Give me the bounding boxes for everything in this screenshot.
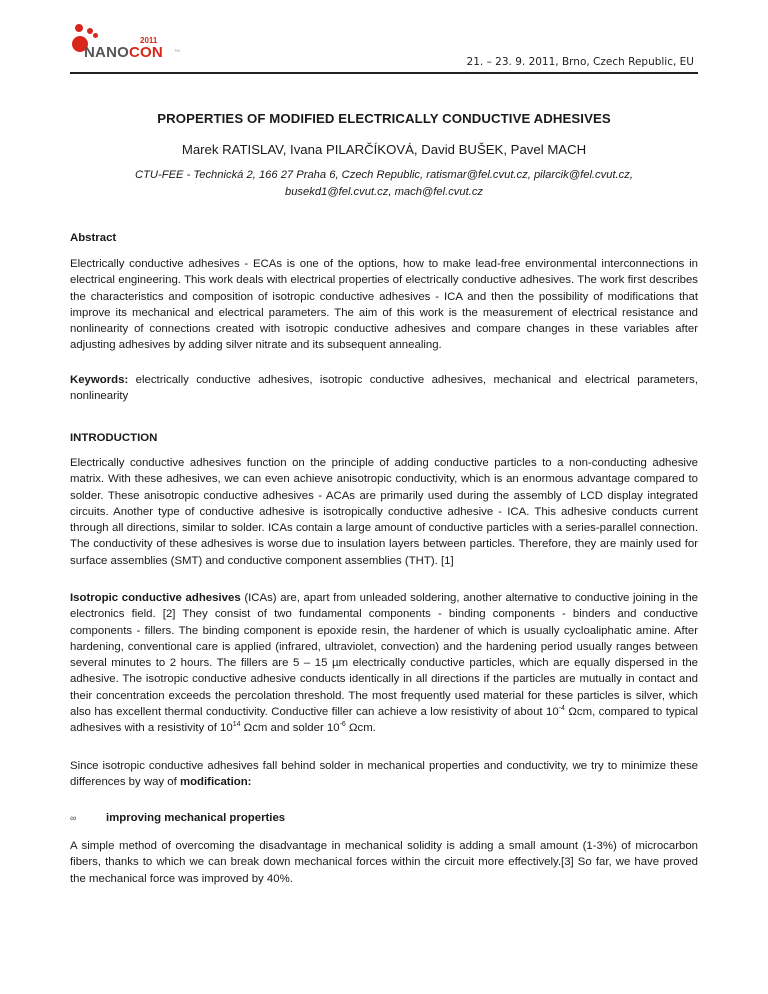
abstract-body <box>70 256 698 354</box>
keywords-label: Keywords: <box>70 374 129 386</box>
solder-resistivity-base: 10 <box>326 722 340 735</box>
abstract-heading: Abstract <box>70 232 117 244</box>
adhesive-resistivity-base: 10 <box>220 722 233 735</box>
logo-molecule-dot <box>87 28 93 34</box>
keywords-paragraph <box>70 372 698 405</box>
logo-con: CON <box>128 44 163 61</box>
intro-paragraph-1-text: Electrically conductive adhesives function on the principle of adding conductive particles to a non-conducting adhesive matrix. With these adhesives, we can even achieve anisotropic conductivity, which is an enormous advantage compared to solder. These anisotropic conductive adhesives - ACAs are primarily used during the assembly of LCD display integrated circuits. Another type of conductive adhesive is isotropically conductive adhesive - ICA. This adhesive conducts current through all directions, similar to solder. ICAs contain a large amount of conductive particles with a series-parallel connection. The conductivity of these adhesives is worse due to insulation layers between particles. Therefore, they are mainly used for surface assemblies (SMT) and conductive component assemblies (THT). [1] <box>70 457 698 567</box>
event-info: 21. – 23. 9. 2011, Brno, Czech Republic, EU <box>466 56 694 68</box>
paper-affiliation <box>0 167 768 201</box>
filler-resistivity-exp: -4 <box>558 705 565 713</box>
introduction-heading: INTRODUCTION <box>70 432 158 444</box>
intro-paragraph-3-text <box>70 758 698 791</box>
adhesive-resistivity-exp: 14 <box>232 721 241 729</box>
nanocon-logo <box>70 20 190 70</box>
intro-paragraph-3-body: Since isotropic conductive adhesives fall behind solder in mechanical properties and conductivity, we try to minimize these differences by way of <box>70 760 698 789</box>
intro-paragraph-1 <box>70 455 698 569</box>
paper-authors: Marek RATISLAV, Ivana PILARČÍKOVÁ, David BUŠEK, Pavel MACH <box>181 142 587 157</box>
affiliation-line-1: CTU-FEE - Technická 2, 166 27 Praha 6, Czech Republic, ratismar@fel.cvut.cz, pilarcik@fel.cvut.cz, <box>135 169 633 181</box>
solder-resistivity-exp: -6 <box>339 721 346 729</box>
ica-term: Isotropic conductive adhesives <box>70 592 241 604</box>
logo-tm: TM <box>174 48 180 53</box>
keywords-text: electrically conductive adhesives, isotropic conductive adhesives, mechanical and electrical parameters, nonlinearity <box>70 374 698 403</box>
intro-paragraph-2 <box>70 590 698 737</box>
page-header <box>70 20 698 74</box>
affiliation-line-2: busekd1@fel.cvut.cz, mach@fel.cvut.cz <box>284 186 484 198</box>
intro-paragraph-2-body: (ICAs) are, apart from unleaded soldering, another alternative to conductive joining in the electronics field. [2] They consist of two fundamental components - binding components - binders and conductive components - fillers. The binding component is epoxide resin, the hardener of which is usually cycloaliphatic amine. After hardening, conventional care is applied (infrared, ultraviolet, convection) and the hardening period usually ranges between several minutes to 2 hours. The fillers are 5 – 15 µm electrically conductive particles, which are equally dispersed in the adhesive. The isotropic conductive adhesive conducts identically in all directions if the particles are mutually in contact and their concentration exceeds the percolation threshold. The most frequently used material for these particles is silver, which also has excellent thermal conductivity. Conductive filler can achieve a low resistivity of about <box>70 592 698 719</box>
logo-molecule-dot <box>93 33 98 38</box>
solder-resistivity-unit: Ωcm. <box>345 722 376 735</box>
keywords <box>70 372 698 405</box>
bullet-item-mechanical <box>70 812 285 824</box>
logo-molecule-dot <box>75 24 83 32</box>
bullet-label: improving mechanical properties <box>106 812 286 824</box>
logo-nano: NANO <box>84 44 129 61</box>
modification-term: modification: <box>179 776 252 789</box>
filler-resistivity-unit: Ωcm, compared to typical adhesives with a resistivity of <box>70 706 699 735</box>
adhesive-resistivity-unit: Ωcm and solder <box>240 722 327 735</box>
intro-paragraph-3 <box>70 758 698 791</box>
logo-wordmark <box>84 44 163 61</box>
logo-year: 2011 <box>140 36 158 45</box>
paper-title: PROPERTIES OF MODIFIED ELECTRICALLY CONDUCTIVE ADHESIVES <box>157 111 611 126</box>
abstract-text: Electrically conductive adhesives - ECAs is one of the options, how to make lead-free environmental interconnections in electrical engineering. This work deals with electrical properties of electrically conductive adhesives. The work first describes the characteristics and composition of isotropic conductive adhesives - ICA and then the possibility of modifications that improve its mechanical and electrical parameters. The aim of this work is the measurement of electrical resistance and nonlinearity of connections created with isotropic conductive adhesives and compare changes in these variables after adjusting adhesives by adding silver nitrate and its subsequent annealing. <box>70 258 698 352</box>
intro-paragraph-4 <box>70 838 698 887</box>
intro-paragraph-4-text: A simple method of overcoming the disadvantage in mechanical solidity is adding a small amount (1-3%) of microcarbon fibers, thanks to which we can break down mechanical forces within the circuit more effectively.[3] So far, we have proved the mechanical force was improved by 40%. <box>70 840 698 885</box>
infinity-bullet-icon: ∞ <box>70 813 77 823</box>
filler-resistivity-base: 10 <box>546 706 559 719</box>
intro-paragraph-2-text <box>70 590 698 737</box>
